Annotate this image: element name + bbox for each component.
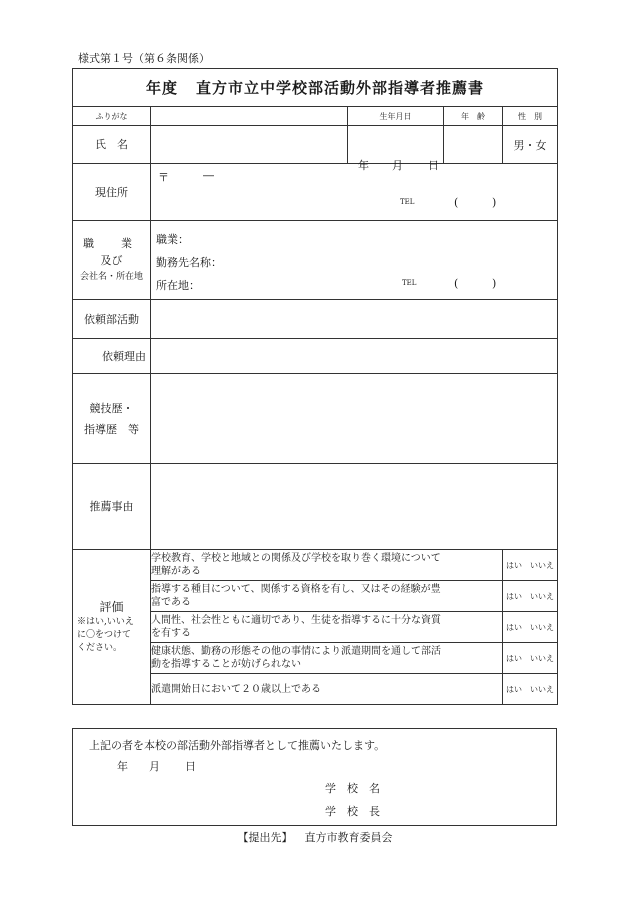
furigana-label: ふりがな [73, 107, 151, 126]
recommend-reason-field[interactable] [151, 464, 558, 550]
work-tel-paren-close: ) [492, 277, 497, 290]
evaluation-item-4-yes-no[interactable]: はい いいえ [503, 643, 558, 674]
recommendation-statement: 上記の者を本校の部活動外部指導者として推薦いたします。 [89, 739, 386, 752]
address-field[interactable] [151, 164, 558, 221]
gender-label: 性 別 [503, 107, 558, 126]
birth-day-unit: 日 [428, 158, 439, 172]
recommendation-form-table [72, 68, 558, 705]
address-label: 現住所 [73, 164, 151, 221]
principal-label: 学 校 長 [325, 805, 380, 818]
request-reason-field[interactable] [151, 339, 558, 374]
form-number-label: 様式第１号（第６条関係） [78, 52, 210, 65]
age-field[interactable] [444, 126, 503, 164]
career-label: 競技歴・ 指導歴 等 [73, 374, 151, 464]
evaluation-label: 評価 [99, 600, 124, 614]
location-text: 所在地： [156, 279, 200, 292]
evaluation-item-1: 学校教育、学校と地域との関係及び学校を取り巻く環境について 理解がある [151, 550, 503, 581]
evaluation-item-2-yes-no[interactable]: はい いいえ [503, 581, 558, 612]
evaluation-item-5-yes-no[interactable]: はい いいえ [503, 674, 558, 705]
postal-mark: 〒 [158, 171, 169, 184]
recommendation-month: 月 [149, 760, 160, 773]
evaluation-label-cell [73, 550, 151, 705]
address-tel-paren-close: ) [492, 196, 497, 209]
recommendation-year: 年 [117, 760, 128, 773]
submit-destination: 直方市教育委員会 [304, 831, 393, 844]
occupation-text: 職業： [156, 233, 189, 246]
birth-month-unit: 月 [392, 158, 403, 172]
evaluation-item-1-yes-no[interactable]: はい いいえ [503, 550, 558, 581]
birthdate-label: 生年月日 [348, 107, 444, 126]
address-tel-label: TEL [400, 198, 415, 206]
recommendation-day: 日 [185, 760, 196, 773]
school-name-label: 学 校 名 [325, 782, 380, 795]
birth-year-unit: 年 [358, 158, 369, 172]
occupation-field[interactable] [151, 221, 558, 300]
submit-label: 【提出先】 [237, 831, 293, 844]
career-field[interactable] [151, 374, 558, 464]
title-year-label: 年度 [146, 79, 179, 97]
evaluation-item-3: 人間性、社会性ともに適切であり、生徒を指導するに十分な資質 を有する [151, 612, 503, 643]
age-label: 年 齢 [444, 107, 503, 126]
furigana-field[interactable] [151, 107, 348, 126]
birthdate-field[interactable] [348, 126, 444, 172]
occupation-label: 職 業 及び 会社名・所在地 [73, 221, 151, 300]
gender-options[interactable]: 男・女 [503, 126, 558, 164]
address-tel-paren-open: ( [454, 196, 459, 209]
requested-club-label: 依頼部活動 [73, 300, 151, 339]
employer-text: 勤務先名称： [156, 256, 222, 269]
requested-club-field[interactable] [151, 300, 558, 339]
recommend-reason-label: 推薦事由 [73, 464, 151, 550]
evaluation-item-2: 指導する種目について、関係する資格を有し、又はその経験が豊 富である [151, 581, 503, 612]
form-title [73, 69, 558, 107]
name-field[interactable] [151, 126, 348, 164]
name-label: 氏 名 [73, 126, 151, 164]
postal-dash: ― [203, 169, 214, 182]
work-tel-label: TEL [402, 279, 417, 287]
request-reason-label: 依頼理由 [73, 339, 151, 374]
evaluation-note: ※はい,いいえ に〇をつけて ください。 [77, 617, 134, 653]
recommendation-box [72, 728, 557, 826]
evaluation-item-4: 健康状態、勤務の形態その他の事情により派遣期間を通して部活 動を指導することが妨げられない [151, 643, 503, 674]
work-tel-paren-open: ( [454, 277, 459, 290]
evaluation-item-3-yes-no[interactable]: はい いいえ [503, 612, 558, 643]
evaluation-item-5: 派遣開始日において２０歳以上である [151, 674, 503, 705]
submission-footer [0, 829, 630, 845]
title-main: 直方市立中学校部活動外部指導者推薦書 [196, 79, 485, 97]
